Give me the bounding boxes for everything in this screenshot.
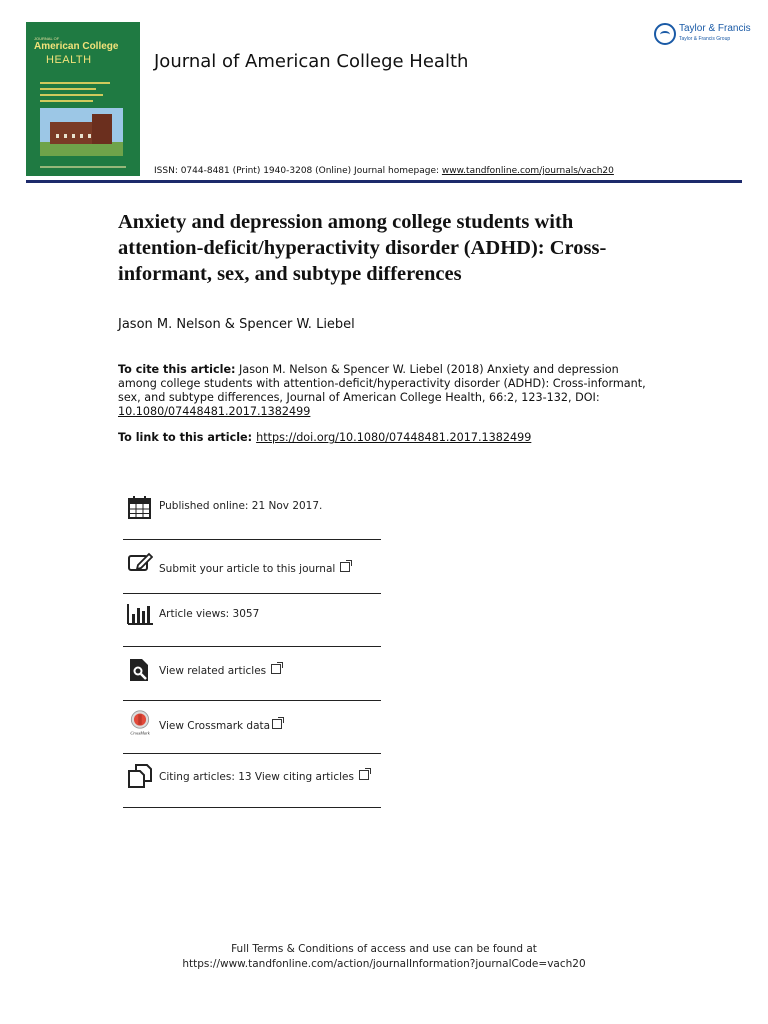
citing-articles-item[interactable] <box>123 754 381 808</box>
article-link-line <box>118 431 531 444</box>
citing-articles-link[interactable]: Citing articles: 13 View citing articles <box>159 770 369 783</box>
bar-chart-icon <box>127 600 153 626</box>
cover-text-lines <box>40 82 110 108</box>
cover-footer-line <box>40 166 126 168</box>
citation-label: To cite this article: <box>118 363 236 376</box>
issn-line <box>154 166 614 176</box>
document-search-icon <box>127 657 153 683</box>
publisher-logo[interactable] <box>654 22 751 46</box>
terms-footer-url[interactable]: https://www.tandfonline.com/action/journalInformation?journalCode=vach20 <box>182 958 586 970</box>
citation-block <box>118 363 658 419</box>
crossmark-icon-label: CrossMark <box>130 730 150 736</box>
issn-text: ISSN: 0744-8481 (Print) 1940-3208 (Online) Journal homepage: <box>154 166 442 176</box>
edit-icon <box>127 550 153 576</box>
journal-cover-image <box>26 22 140 176</box>
article-views-item <box>123 594 381 647</box>
citation-text: Jason M. Nelson & Spencer W. Liebel (2018) Anxiety and depression among college students with attention-deficit/hyperactivity disorder (ADHD): Cross-informant, sex, and subtype differences, Journal of American College Health, 66:2, 123-132, DOI: <box>118 363 646 404</box>
submit-article-item[interactable] <box>123 540 381 594</box>
published-online-item <box>123 482 381 540</box>
crossmark-icon <box>127 710 153 736</box>
article-title: Anxiety and depression among college students with attention-deficit/hyperactivity disorder (ADHD): Cross-informant, sex, and subtype differences <box>118 211 607 285</box>
article-doi-link[interactable]: https://doi.org/10.1080/07448481.2017.1382499 <box>256 431 532 444</box>
related-articles-item[interactable] <box>123 647 381 701</box>
cover-small-text: JOURNAL OF <box>34 36 60 41</box>
publisher-name: Taylor & Francis <box>679 23 751 34</box>
published-online-text: Published online: 21 Nov 2017. <box>159 500 323 512</box>
article-views-text: Article views: 3057 <box>159 608 260 620</box>
journal-homepage-link[interactable]: www.tandfonline.com/journals/vach20 <box>441 166 614 176</box>
cover-health: HEALTH <box>46 54 92 66</box>
cover-photo <box>40 108 123 156</box>
crossmark-link[interactable]: View Crossmark data <box>159 719 282 732</box>
related-articles-link[interactable]: View related articles <box>159 664 281 677</box>
calendar-icon <box>127 494 153 520</box>
article-link-label: To link to this article: <box>118 431 253 444</box>
terms-footer-line1: Full Terms & Conditions of access and use can be found at <box>231 943 537 955</box>
article-info-list <box>123 482 381 808</box>
publisher-logo-icon <box>654 23 676 45</box>
crossmark-item[interactable] <box>123 701 381 754</box>
article-authors: Jason M. Nelson & Spencer W. Liebel <box>118 317 355 332</box>
cover-title: American College <box>34 41 119 52</box>
citing-documents-icon <box>127 763 153 789</box>
external-link-icon <box>340 562 350 572</box>
submit-article-link[interactable]: Submit your article to this journal <box>159 562 350 575</box>
external-link-icon <box>359 770 369 780</box>
citation-doi[interactable]: 10.1080/07448481.2017.1382499 <box>118 405 311 418</box>
external-link-icon <box>271 664 281 674</box>
external-link-icon <box>272 719 282 729</box>
journal-name: Journal of American College Health <box>154 51 469 72</box>
publisher-sub: Taylor & Francis Group <box>679 36 731 42</box>
header-rule <box>26 180 742 183</box>
terms-footer <box>0 942 768 972</box>
